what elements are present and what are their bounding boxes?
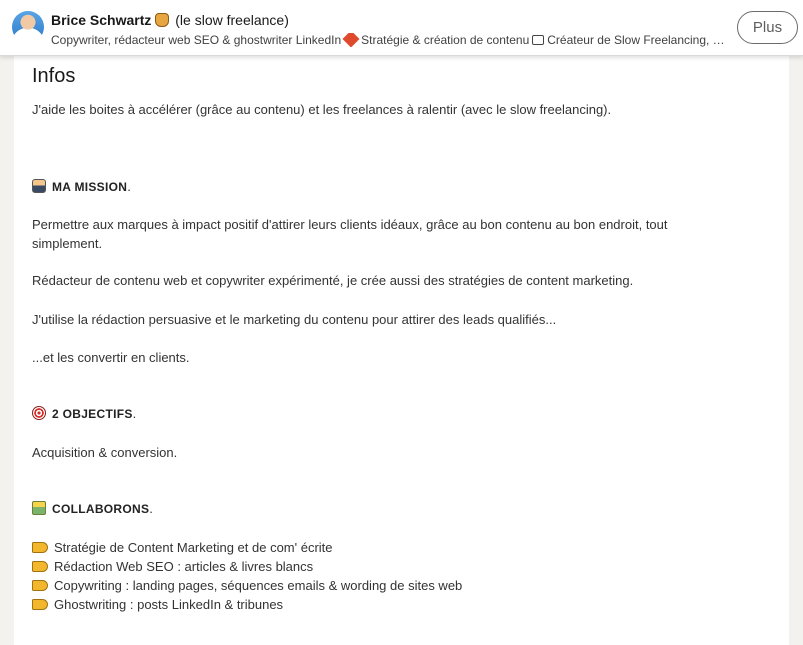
headline-part-3: Créateur de Slow Freelancing, … — [547, 33, 725, 47]
sunrise-emoji-icon — [32, 501, 46, 515]
pointing-hand-icon — [32, 561, 48, 572]
collab-list — [32, 538, 462, 614]
profile-avatar[interactable] — [12, 11, 44, 43]
collab-item-label: Ghostwriting : posts LinkedIn & tribunes — [54, 597, 284, 612]
about-section — [14, 55, 789, 645]
list-item — [32, 576, 462, 595]
collab-heading-dot: . — [149, 501, 153, 516]
collab-item-label: Rédaction Web SEO : articles & livres blancs — [54, 559, 314, 574]
collision-emoji-icon — [343, 33, 360, 47]
collab-heading: COLLABORONS — [52, 502, 150, 516]
about-title: Infos — [32, 65, 76, 87]
mission-paragraph-1: Permettre aux marques à impact positif d'attirer leurs clients idéaux, grâce au bon contenu au bon endroit, tout simplement. — [32, 217, 668, 251]
pointing-hand-icon — [32, 599, 48, 610]
list-item — [32, 538, 462, 557]
about-intro: J'aide les boites à accélérer (grâce au contenu) et les freelances à ralentir (avec le slow freelancing). — [32, 102, 612, 117]
list-item — [32, 557, 462, 576]
list-item — [32, 595, 462, 614]
profile-name-line — [51, 12, 289, 28]
collab-item-label: Stratégie de Content Marketing et de com' écrite — [54, 540, 333, 555]
mission-paragraph-3: J'utilise la rédaction persuasive et le marketing du contenu pour attirer des leads qualifiés... — [32, 312, 557, 327]
pointing-hand-icon — [32, 542, 48, 553]
profile-name: Brice Schwartz — [51, 12, 152, 28]
pointing-hand-icon — [32, 580, 48, 591]
mission-heading-row — [32, 177, 131, 197]
more-actions-button[interactable]: Plus — [737, 11, 798, 44]
objectives-heading-dot: . — [132, 406, 137, 421]
collab-heading-row — [32, 499, 153, 519]
objectives-heading: 2 OBJECTIFS — [52, 407, 133, 421]
waving-hand-emoji-icon — [155, 13, 169, 27]
sticky-profile-header — [0, 0, 803, 56]
objectives-text: Acquisition & conversion. — [32, 445, 178, 460]
mission-heading: MA MISSION — [52, 180, 128, 194]
person-emoji-icon — [32, 179, 46, 193]
collab-item-label: Copywriting : landing pages, séquences emails & wording de sites web — [54, 578, 463, 593]
objectives-heading-row — [32, 404, 136, 424]
headline-part-1: Copywriter, rédacteur web SEO & ghostwriter LinkedIn — [51, 33, 342, 47]
mission-heading-dot: . — [127, 179, 131, 194]
mission-paragraph-4: ...et les convertir en clients. — [32, 350, 190, 365]
profile-name-suffix: (le slow freelance) — [175, 12, 289, 28]
headline-part-2: Stratégie & création de contenu — [361, 33, 530, 47]
profile-headline — [51, 33, 727, 47]
target-emoji-icon — [32, 406, 46, 420]
mission-paragraph-2: Rédacteur de contenu web et copywriter expérimenté, je crée aussi des stratégies de content marketing. — [32, 273, 634, 288]
speech-bubble-emoji-icon — [532, 35, 544, 45]
